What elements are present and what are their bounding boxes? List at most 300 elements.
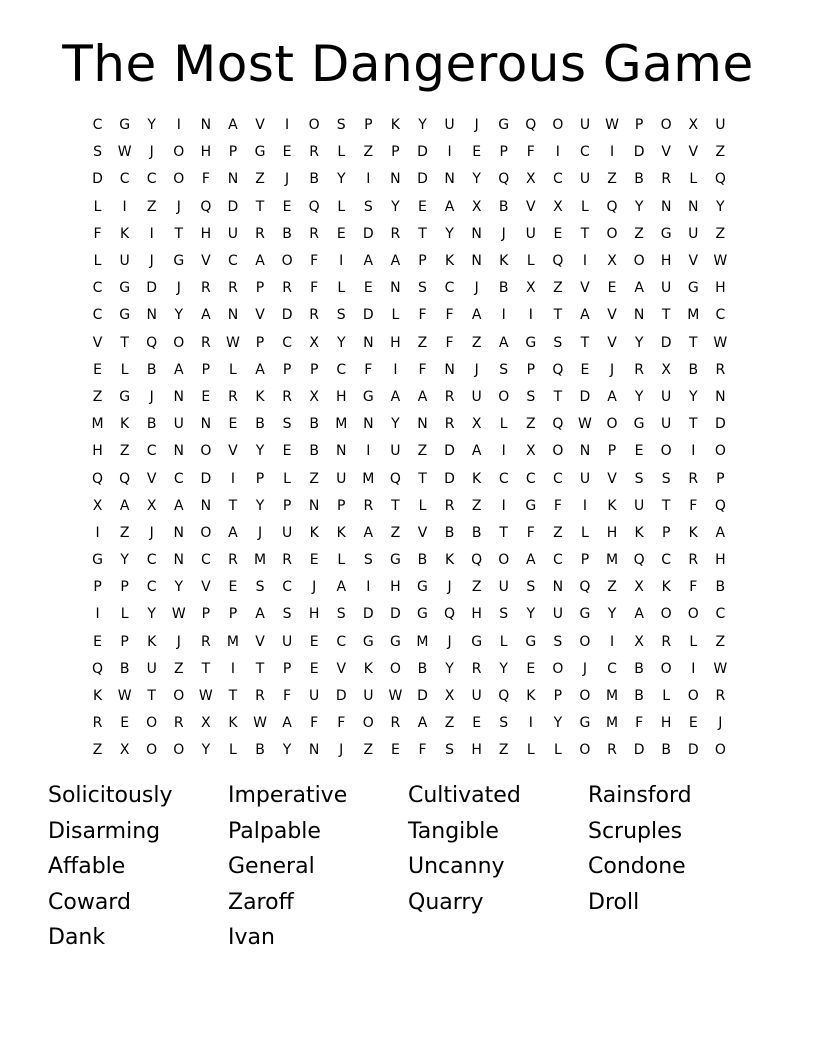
grid-letter: V xyxy=(526,198,536,215)
grid-letter: G xyxy=(687,280,699,297)
grid-letter: K xyxy=(472,470,482,487)
grid-letter: U xyxy=(471,388,482,405)
grid-letter: Y xyxy=(716,198,725,215)
grid-letter: G xyxy=(417,606,428,623)
grid-letter: Z xyxy=(173,660,184,677)
grid-letter: B xyxy=(309,416,319,433)
grid-letter: N xyxy=(390,280,401,297)
grid-letter: R xyxy=(282,280,292,297)
grid-letter: L xyxy=(120,361,129,378)
grid-letter: L xyxy=(337,198,346,215)
grid-letter: A xyxy=(390,388,401,405)
grid-row xyxy=(84,194,734,221)
grid-letter: W xyxy=(117,144,132,161)
grid-letter: C xyxy=(580,144,590,161)
grid-letter: U xyxy=(579,171,591,188)
grid-letter: B xyxy=(498,280,509,297)
grid-letter: R xyxy=(282,388,292,405)
grid-letter: I xyxy=(555,144,560,161)
grid-letter: Z xyxy=(417,443,428,460)
grid-letter: E xyxy=(282,144,292,161)
word-bank-item: Cultivated xyxy=(408,783,521,808)
grid-letter: L xyxy=(581,524,589,541)
grid-letter: C xyxy=(146,171,157,188)
grid-letter: Q xyxy=(606,198,618,215)
grid-letter: P xyxy=(364,117,373,134)
grid-letter: J xyxy=(176,198,181,215)
grid-letter: Z xyxy=(92,742,103,759)
grid-letter: Q xyxy=(146,334,158,351)
grid-letter: E xyxy=(363,280,373,297)
grid-letter: N xyxy=(227,171,239,188)
grid-letter: B xyxy=(715,579,726,596)
grid-letter: V xyxy=(417,524,428,541)
grid-letter: W xyxy=(713,660,728,677)
grid-letter: F xyxy=(93,225,102,242)
grid-letter: L xyxy=(526,253,535,270)
grid-letter: X xyxy=(525,280,536,297)
page-title: The Most Dangerous Game xyxy=(62,35,754,93)
word-bank-item: Ivan xyxy=(228,925,275,951)
grid-letter: J xyxy=(582,660,588,677)
grid-letter: P xyxy=(255,334,265,351)
grid-letter: O xyxy=(200,443,212,460)
grid-letter: I xyxy=(95,524,100,541)
grid-letter: C xyxy=(282,334,292,351)
grid-letter: G xyxy=(471,633,483,650)
grid-letter: N xyxy=(660,198,672,215)
grid-letter: A xyxy=(634,280,644,297)
grid-letter: Y xyxy=(201,742,211,759)
grid-letter: A xyxy=(282,715,292,732)
grid-letter: N xyxy=(146,307,157,324)
grid-letter: Y xyxy=(445,660,454,677)
grid-letter: D xyxy=(335,688,347,705)
grid-letter: Q xyxy=(633,552,645,569)
grid-letter: C xyxy=(552,470,563,487)
grid-letter: O xyxy=(281,253,293,270)
word-bank-item: General xyxy=(228,854,315,880)
grid-letter: Z xyxy=(498,742,509,759)
grid-letter: U xyxy=(661,416,672,433)
grid-letter: O xyxy=(660,606,672,623)
grid-letter: S xyxy=(499,361,509,378)
grid-letter: Q xyxy=(471,552,483,569)
grid-letter: Z xyxy=(553,524,563,541)
grid-letter: Z xyxy=(119,524,130,541)
grid-letter: R xyxy=(255,225,265,242)
grid-row xyxy=(84,248,734,275)
grid-letter: G xyxy=(525,334,537,351)
grid-letter: Y xyxy=(120,552,129,569)
grid-letter: E xyxy=(472,715,482,732)
grid-letter: O xyxy=(606,416,618,433)
grid-letter: K xyxy=(634,524,644,541)
grid-letter: J xyxy=(718,715,723,732)
grid-letter: T xyxy=(499,524,508,541)
grid-letter: S xyxy=(418,280,427,297)
grid-letter: E xyxy=(607,280,617,297)
grid-letter: T xyxy=(418,225,427,242)
grid-row xyxy=(84,438,734,465)
grid-letter: R xyxy=(390,715,401,732)
grid-letter: D xyxy=(417,144,428,161)
grid-letter: K xyxy=(444,253,455,270)
grid-letter: N xyxy=(308,742,320,759)
grid-letter: Z xyxy=(363,144,374,161)
grid-letter: T xyxy=(688,334,698,351)
grid-letter: P xyxy=(120,579,129,596)
word-bank-item: Uncanny xyxy=(408,854,505,880)
grid-letter: K xyxy=(147,633,157,650)
grid-letter: I xyxy=(366,443,371,460)
grid-letter: D xyxy=(390,606,401,623)
grid-letter: T xyxy=(391,497,400,514)
grid-letter: N xyxy=(417,416,428,433)
grid-letter: R xyxy=(200,280,211,297)
grid-letter: Q xyxy=(308,198,320,215)
word-bank-item: Dank xyxy=(48,925,106,951)
grid-letter: A xyxy=(173,361,184,378)
grid-letter: K xyxy=(336,524,346,541)
grid-letter: S xyxy=(553,334,563,351)
grid-letter: H xyxy=(390,579,401,596)
grid-letter: I xyxy=(339,253,344,270)
grid-letter: Q xyxy=(200,198,212,215)
grid-letter: O xyxy=(173,144,185,161)
grid-letter: L xyxy=(662,688,671,705)
grid-letter: D xyxy=(417,171,428,188)
grid-letter: X xyxy=(688,117,699,134)
grid-letter: R xyxy=(282,552,292,569)
grid-letter: X xyxy=(661,361,671,378)
grid-letter: I xyxy=(95,606,100,623)
grid-letter: V xyxy=(201,579,211,596)
word-bank-item: Condone xyxy=(588,854,686,880)
grid-letter: C xyxy=(715,606,726,623)
grid-letter: R xyxy=(200,633,211,650)
grid-letter: J xyxy=(149,388,154,405)
grid-letter: L xyxy=(337,552,346,569)
grid-row xyxy=(84,384,734,411)
grid-letter: B xyxy=(255,416,265,433)
grid-letter: X xyxy=(634,633,644,650)
grid-letter: N xyxy=(363,334,374,351)
grid-row xyxy=(84,629,734,656)
grid-letter: O xyxy=(362,715,374,732)
grid-letter: M xyxy=(605,552,619,569)
grid-letter: J xyxy=(285,171,290,188)
grid-letter: P xyxy=(282,497,292,514)
grid-letter: J xyxy=(176,633,181,650)
grid-letter: O xyxy=(714,742,726,759)
grid-letter: J xyxy=(474,117,479,134)
grid-letter: B xyxy=(255,742,265,759)
grid-letter: G xyxy=(525,497,537,514)
grid-letter: E xyxy=(282,198,292,215)
grid-letter: C xyxy=(228,253,238,270)
grid-letter: E xyxy=(526,660,536,677)
grid-letter: K xyxy=(390,117,400,134)
grid-letter: Z xyxy=(553,280,563,297)
grid-letter: F xyxy=(553,497,562,514)
grid-letter: B xyxy=(309,171,319,188)
grid-letter: I xyxy=(609,144,615,161)
word-bank-column xyxy=(408,778,588,956)
grid-letter: N xyxy=(173,388,185,405)
grid-letter: V xyxy=(255,633,265,650)
grid-letter: I xyxy=(501,307,506,324)
grid-letter: B xyxy=(146,416,157,433)
grid-letter: C xyxy=(552,552,563,569)
grid-letter: A xyxy=(607,388,617,405)
grid-letter: I xyxy=(122,198,127,215)
grid-letter: N xyxy=(390,171,401,188)
grid-letter: Z xyxy=(471,497,482,514)
grid-letter: B xyxy=(471,524,482,541)
grid-letter: O xyxy=(146,742,158,759)
grid-letter: R xyxy=(444,497,455,514)
grid-letter: J xyxy=(149,524,154,541)
grid-letter: E xyxy=(688,715,698,732)
grid-letter: E xyxy=(553,225,563,242)
grid-letter: R xyxy=(444,388,455,405)
grid-letter: H xyxy=(335,388,347,405)
grid-letter: S xyxy=(336,117,346,134)
grid-letter: Z xyxy=(444,715,455,732)
grid-letter: U xyxy=(552,606,563,623)
grid-letter: G xyxy=(119,117,131,134)
grid-letter: O xyxy=(389,660,401,677)
grid-letter: G xyxy=(389,552,401,569)
grid-letter: E xyxy=(390,742,400,759)
grid-letter: F xyxy=(689,579,698,596)
word-bank-item: Zaroff xyxy=(228,889,294,915)
word-bank-item: Palpable xyxy=(228,818,321,844)
grid-letter: N xyxy=(173,524,185,541)
grid-letter: Z xyxy=(471,334,482,351)
grid-letter: B xyxy=(634,171,644,188)
grid-letter: W xyxy=(117,688,132,705)
grid-letter: H xyxy=(200,144,212,161)
grid-letter: H xyxy=(471,606,482,623)
grid-letter: P xyxy=(255,280,265,297)
grid-letter: V xyxy=(201,253,211,270)
grid-letter: F xyxy=(445,334,454,351)
grid-letter: R xyxy=(228,552,238,569)
grid-letter: X xyxy=(471,198,482,215)
grid-letter: Z xyxy=(715,144,726,161)
grid-letter: Q xyxy=(92,660,104,677)
grid-row xyxy=(84,357,734,384)
grid-row xyxy=(84,574,734,601)
grid-letter: N xyxy=(200,117,212,134)
grid-letter: I xyxy=(528,715,533,732)
grid-letter: Y xyxy=(255,443,265,460)
word-bank-column xyxy=(228,778,408,956)
grid-letter: L xyxy=(229,361,237,378)
grid-letter: G xyxy=(362,388,374,405)
grid-letter: Z xyxy=(715,633,726,650)
grid-letter: P xyxy=(282,660,292,677)
grid-letter: X xyxy=(553,198,563,215)
grid-letter: X xyxy=(607,253,617,270)
grid-letter: D xyxy=(417,688,428,705)
grid-letter: O xyxy=(579,688,591,705)
word-bank-item: Disarming xyxy=(48,818,161,844)
grid-letter: C xyxy=(607,660,617,677)
grid-letter: B xyxy=(498,198,509,215)
grid-letter: P xyxy=(228,144,238,161)
grid-letter: E xyxy=(309,552,319,569)
grid-letter: U xyxy=(688,225,699,242)
grid-letter: Y xyxy=(634,198,644,215)
grid-letter: C xyxy=(336,361,347,378)
grid-letter: G xyxy=(633,416,645,433)
grid-letter: Q xyxy=(552,253,564,270)
grid-letter: T xyxy=(255,198,265,215)
grid-letter: F xyxy=(526,524,535,541)
grid-letter: U xyxy=(715,117,726,134)
grid-letter: K xyxy=(444,552,455,569)
grid-letter: B xyxy=(309,443,319,460)
grid-letter: N xyxy=(363,416,374,433)
grid-row xyxy=(84,683,734,710)
grid-letter: N xyxy=(471,225,482,242)
grid-letter: H xyxy=(471,742,482,759)
grid-letter: A xyxy=(715,524,726,541)
grid-letter: U xyxy=(579,117,591,134)
grid-letter: Y xyxy=(607,606,617,623)
grid-letter: O xyxy=(660,117,672,134)
grid-letter: V xyxy=(580,280,590,297)
grid-letter: K xyxy=(120,225,130,242)
grid-letter: L xyxy=(581,198,589,215)
grid-letter: H xyxy=(715,280,726,297)
grid-letter: Q xyxy=(525,117,537,134)
grid-letter: D xyxy=(579,388,591,405)
grid-letter: C xyxy=(146,579,157,596)
grid-letter: Q xyxy=(389,470,401,487)
grid-letter: W xyxy=(713,253,728,270)
grid-letter: Q xyxy=(119,470,131,487)
grid-letter: I xyxy=(609,633,615,650)
grid-row xyxy=(84,112,734,139)
grid-letter: I xyxy=(528,307,533,324)
grid-letter: U xyxy=(498,579,509,596)
grid-letter: Y xyxy=(472,171,481,188)
grid-letter: S xyxy=(255,579,265,596)
grid-letter: A xyxy=(336,579,347,596)
grid-letter: A xyxy=(228,524,238,541)
grid-letter: S xyxy=(526,579,536,596)
grid-letter: L xyxy=(553,742,562,759)
grid-letter: C xyxy=(444,280,455,297)
grid-letter: O xyxy=(552,117,564,134)
grid-letter: Y xyxy=(418,117,427,134)
grid-letter: A xyxy=(417,715,428,732)
grid-letter: L xyxy=(689,633,698,650)
grid-letter: O xyxy=(606,225,618,242)
grid-letter: P xyxy=(337,497,346,514)
grid-letter: B xyxy=(417,660,428,677)
grid-letter: G xyxy=(119,307,131,324)
grid-letter: D xyxy=(281,307,293,324)
grid-letter: P xyxy=(255,470,265,487)
grid-letter: A xyxy=(363,524,374,541)
grid-letter: T xyxy=(228,688,238,705)
word-bank-item: Coward xyxy=(48,889,131,915)
grid-letter: I xyxy=(501,497,506,514)
grid-letter: C xyxy=(200,552,211,569)
grid-letter: H xyxy=(308,606,320,623)
grid-letter: K xyxy=(607,497,617,514)
grid-row xyxy=(84,493,734,520)
grid-letter: U xyxy=(146,660,157,677)
grid-letter: I xyxy=(447,144,452,161)
grid-letter: B xyxy=(444,524,455,541)
grid-letter: J xyxy=(149,253,154,270)
grid-letter: D xyxy=(227,198,239,215)
grid-letter: U xyxy=(471,688,482,705)
grid-letter: L xyxy=(689,171,698,188)
grid-row xyxy=(84,656,734,683)
grid-letter: C xyxy=(336,633,347,650)
grid-letter: K xyxy=(92,688,103,705)
grid-letter: M xyxy=(416,633,429,650)
grid-letter: W xyxy=(578,416,592,433)
grid-letter: U xyxy=(661,280,672,297)
grid-letter: A xyxy=(498,334,509,351)
grid-letter: Y xyxy=(336,171,346,188)
grid-letter: S xyxy=(499,606,509,623)
grid-letter: Z xyxy=(146,198,157,215)
grid-letter: G xyxy=(660,225,672,242)
grid-letter: Y xyxy=(147,117,156,134)
grid-letter: D xyxy=(362,225,374,242)
grid-letter: B xyxy=(146,361,157,378)
grid-letter: L xyxy=(283,470,291,487)
grid-letter: P xyxy=(282,361,292,378)
grid-letter: N xyxy=(552,579,564,596)
grid-letter: O xyxy=(173,171,185,188)
grid-letter: A xyxy=(228,117,238,134)
word-bank-column xyxy=(48,778,228,956)
grid-letter: U xyxy=(363,688,374,705)
grid-letter: D xyxy=(633,742,645,759)
grid-letter: D xyxy=(444,443,455,460)
word-bank-item: Solicitously xyxy=(48,783,173,808)
grid-letter: N xyxy=(173,443,185,460)
grid-letter: D xyxy=(660,334,672,351)
grid-letter: R xyxy=(471,660,482,677)
grid-letter: U xyxy=(281,524,293,541)
grid-letter: V xyxy=(92,334,103,351)
grid-letter: T xyxy=(580,225,590,242)
grid-letter: Q xyxy=(714,497,726,514)
grid-letter: Q xyxy=(444,606,456,623)
grid-letter: M xyxy=(253,552,267,569)
grid-letter: S xyxy=(336,307,346,324)
grid-letter: J xyxy=(447,579,452,596)
grid-letter: P xyxy=(580,552,590,569)
grid-letter: S xyxy=(93,144,102,161)
grid-letter: U xyxy=(119,253,130,270)
grid-letter: E xyxy=(472,144,482,161)
grid-letter: Z xyxy=(525,416,536,433)
grid-letter: R xyxy=(200,334,211,351)
grid-letter: T xyxy=(661,307,671,324)
